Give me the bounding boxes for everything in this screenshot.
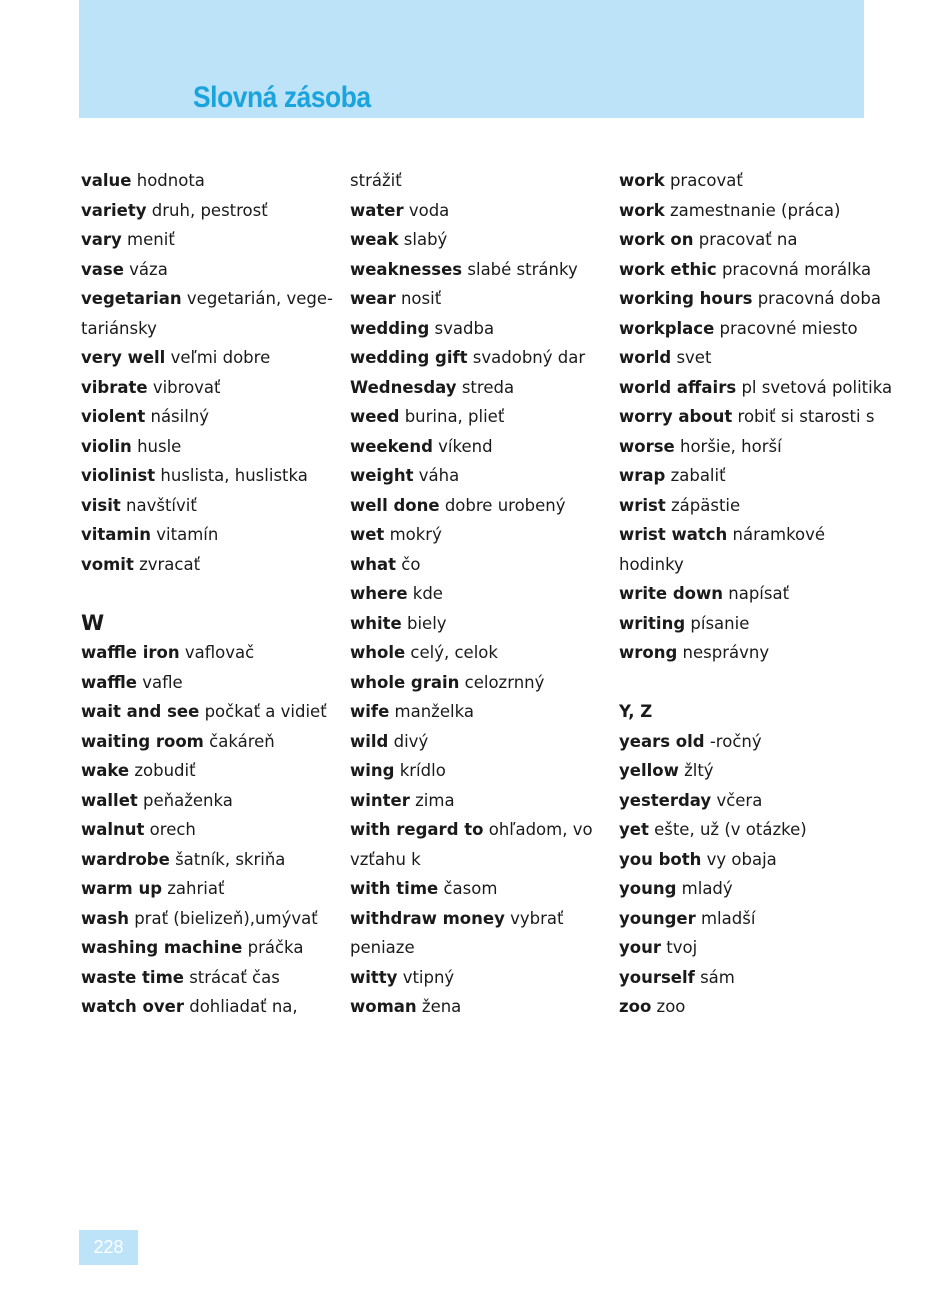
- entry-definition: peniaze: [350, 938, 415, 957]
- entry-term: wing: [350, 761, 395, 780]
- entry-definition: nesprávny: [682, 643, 770, 662]
- section-spacer: [81, 579, 343, 609]
- entry-definition: ohľadom, vo: [488, 820, 593, 839]
- vocabulary-entry: [81, 668, 343, 698]
- vocabulary-entry: [81, 196, 343, 226]
- entry-term: value: [81, 171, 132, 190]
- section-letter: [81, 609, 343, 639]
- entry-term: work: [619, 171, 665, 190]
- vocabulary-entry: [619, 343, 869, 373]
- entry-term: wake: [81, 761, 130, 780]
- vocabulary-entry: [81, 343, 343, 373]
- entry-term: watch over: [81, 997, 184, 1016]
- entry-term: vibrate: [81, 377, 148, 397]
- entry-definition: orech: [149, 820, 196, 839]
- vocabulary-entry: [619, 904, 869, 934]
- entry-definition: divý: [393, 731, 429, 751]
- vocabulary-entry: [619, 786, 869, 816]
- entry-definition: meniť: [127, 230, 175, 249]
- vocabulary-entry: [350, 432, 612, 462]
- entry-term: waffle: [81, 672, 137, 692]
- entry-definition: počkať a vidieť: [204, 702, 327, 721]
- entry-term: well done: [350, 495, 440, 515]
- entry-definition: čakáreň: [209, 731, 275, 751]
- entry-term: whole grain: [350, 672, 460, 692]
- entry-term: wallet: [81, 790, 138, 810]
- entry-definition: zoo: [656, 997, 686, 1016]
- entry-definition: náramkové: [732, 525, 826, 544]
- entry-definition: žena: [421, 997, 462, 1016]
- entry-term: where: [350, 584, 408, 603]
- entry-definition: žltý: [684, 761, 714, 780]
- vocabulary-entry: [619, 874, 869, 904]
- entry-definition: tariánsky: [81, 318, 157, 338]
- vocabulary-entry: [619, 491, 869, 521]
- entry-definition: vybrať: [510, 908, 564, 928]
- vocabulary-column-1: [81, 166, 343, 1022]
- entry-term: vase: [81, 259, 124, 279]
- vocabulary-entry: [619, 225, 869, 255]
- vocabulary-entry: [81, 284, 343, 314]
- entry-term: younger: [619, 908, 696, 928]
- entry-definition: slabý: [403, 230, 448, 249]
- vocabulary-entry: [81, 314, 343, 344]
- entry-term: weed: [350, 407, 400, 426]
- vocabulary-entry: [619, 196, 869, 226]
- entry-term: woman: [350, 997, 417, 1016]
- vocabulary-entry: [619, 579, 869, 609]
- entry-term: yellow: [619, 761, 679, 780]
- entry-term: you both: [619, 849, 702, 869]
- entry-definition: prať (bielizeň),umývať: [134, 908, 318, 928]
- vocabulary-entry: [619, 373, 893, 403]
- section-letter: [619, 697, 869, 727]
- entry-definition: nosiť: [400, 289, 442, 308]
- entry-term: your: [619, 938, 661, 957]
- vocabulary-entry: [350, 668, 612, 698]
- vocabulary-entry: [619, 845, 869, 875]
- vocabulary-entry: [81, 373, 343, 403]
- entry-definition: násilný: [150, 407, 210, 426]
- vocabulary-entry: [619, 815, 869, 845]
- entry-definition: váha: [418, 466, 460, 485]
- vocabulary-entry: [619, 284, 881, 314]
- vocabulary-entry: [81, 697, 343, 727]
- vocabulary-entry: [350, 756, 612, 786]
- entry-term: worry about: [619, 407, 733, 426]
- entry-definition: vy obaja: [706, 849, 777, 869]
- vocabulary-entry: [350, 904, 612, 934]
- vocabulary-entry: [619, 992, 869, 1022]
- entry-definition: mladý: [681, 879, 733, 898]
- entry-term: vegetarian: [81, 289, 182, 308]
- entry-definition: písanie: [690, 613, 750, 633]
- entry-term: wait and see: [81, 702, 200, 721]
- entry-term: washing machine: [81, 938, 243, 957]
- vocabulary-entry: [619, 520, 869, 550]
- vocabulary-entry: [81, 845, 343, 875]
- vocabulary-entry: [350, 579, 612, 609]
- entry-definition: sám: [700, 967, 735, 987]
- entry-term: weight: [350, 466, 414, 485]
- vocabulary-entry: [350, 225, 612, 255]
- entry-term: walnut: [81, 820, 145, 839]
- entry-definition: vaflovač: [184, 643, 255, 662]
- entry-term: weekend: [350, 436, 433, 456]
- vocabulary-entry: [350, 727, 612, 757]
- entry-term: wet: [350, 525, 385, 544]
- vocabulary-entry: [81, 461, 343, 491]
- vocabulary-entry: [350, 166, 612, 196]
- entry-term: witty: [350, 967, 398, 987]
- entry-term: violin: [81, 436, 132, 456]
- entry-term: white: [350, 613, 402, 633]
- vocabulary-entry: [81, 432, 343, 462]
- entry-term: winter: [350, 790, 410, 810]
- section-letter-text: W: [81, 610, 105, 635]
- entry-term: wrap: [619, 466, 666, 485]
- vocabulary-entry: [350, 786, 612, 816]
- vocabulary-entry: [81, 874, 343, 904]
- entry-definition: manželka: [394, 702, 474, 721]
- entry-term: waste time: [81, 967, 184, 987]
- vocabulary-entry: [350, 992, 612, 1022]
- vocabulary-entry: [81, 904, 343, 934]
- entry-definition: -ročný: [709, 731, 762, 751]
- entry-term: years old: [619, 731, 705, 751]
- vocabulary-entry: [350, 402, 612, 432]
- entry-definition: vibrovať: [152, 377, 221, 397]
- entry-term: wrist watch: [619, 525, 728, 544]
- entry-definition: strácať čas: [189, 967, 280, 987]
- vocabulary-entry: [350, 550, 612, 580]
- entry-term: very well: [81, 348, 166, 367]
- vocabulary-entry: [350, 638, 612, 668]
- entry-term: yourself: [619, 967, 695, 987]
- vocabulary-entry: [350, 196, 612, 226]
- entry-definition: slabé stránky: [467, 259, 578, 279]
- entry-term: zoo: [619, 997, 652, 1016]
- vocabulary-entry: [619, 432, 869, 462]
- vocabulary-entry: [350, 815, 612, 845]
- vocabulary-column-2: [350, 166, 612, 1022]
- vocabulary-entry: [81, 225, 343, 255]
- vocabulary-entry: [350, 314, 612, 344]
- entry-term: wife: [350, 702, 390, 721]
- entry-definition: zahriať: [167, 879, 225, 898]
- entry-definition: svadba: [434, 318, 495, 338]
- vocabulary-entry: [619, 461, 869, 491]
- entry-definition: tvoj: [666, 938, 698, 957]
- entry-definition: zamestnanie (práca): [669, 200, 841, 220]
- entry-definition: mokrý: [389, 525, 442, 544]
- entry-term: work on: [619, 230, 694, 249]
- entry-term: wild: [350, 731, 389, 751]
- entry-term: violent: [81, 407, 146, 426]
- entry-definition: zabaliť: [670, 466, 726, 485]
- entry-term: wrong: [619, 643, 678, 662]
- entry-definition: navštíviť: [126, 495, 197, 515]
- entry-definition: robiť si starosti s: [737, 407, 875, 426]
- entry-term: variety: [81, 200, 147, 220]
- entry-definition: streda: [461, 377, 515, 397]
- vocabulary-entry: [350, 845, 612, 875]
- entry-definition: hodinky: [619, 554, 684, 574]
- entry-definition: vtipný: [402, 967, 455, 987]
- vocabulary-column-3: [619, 166, 893, 1022]
- entry-definition: kde: [412, 584, 443, 603]
- entry-term: young: [619, 879, 677, 898]
- vocabulary-entry: [81, 727, 343, 757]
- page-title: Slovná zásoba: [193, 81, 371, 114]
- entry-term: what: [350, 554, 397, 574]
- entry-term: vomit: [81, 554, 134, 574]
- vocabulary-entry: [619, 402, 875, 432]
- vocabulary-entry: [619, 166, 869, 196]
- entry-definition: pracovať: [669, 171, 743, 190]
- entry-term: workplace: [619, 318, 715, 338]
- entry-definition: druh, pestrosť: [151, 200, 268, 220]
- vocabulary-entry: [350, 697, 612, 727]
- entry-definition: čo: [401, 554, 421, 574]
- entry-term: wedding gift: [350, 348, 468, 367]
- vocabulary-entry: [81, 491, 343, 521]
- vocabulary-entry: [350, 461, 612, 491]
- entry-term: whole: [350, 643, 406, 662]
- vocabulary-entry: [350, 255, 612, 285]
- entry-term: yesterday: [619, 790, 712, 810]
- vocabulary-entry: [619, 550, 869, 580]
- vocabulary-entry: [81, 815, 343, 845]
- entry-definition: veľmi dobre: [170, 348, 271, 367]
- vocabulary-entry: [81, 963, 343, 993]
- vocabulary-entry: [619, 255, 872, 285]
- vocabulary-entry: [81, 638, 343, 668]
- entry-definition: dobre urobený: [444, 495, 566, 515]
- entry-term: world affairs: [619, 377, 737, 397]
- entry-definition: celozrnný: [464, 672, 545, 692]
- entry-definition: víkend: [438, 436, 493, 456]
- entry-definition: voda: [408, 200, 450, 220]
- entry-term: wear: [350, 289, 396, 308]
- entry-definition: husle: [137, 436, 182, 456]
- vocabulary-entry: [619, 727, 869, 757]
- entry-definition: pracovná morálka: [721, 259, 872, 279]
- entry-term: violinist: [81, 466, 156, 485]
- vocabulary-entry: [619, 933, 869, 963]
- entry-term: wrist: [619, 495, 666, 515]
- entry-definition: vafle: [142, 672, 183, 692]
- entry-term: wedding: [350, 318, 430, 338]
- entry-definition: svadobný dar: [472, 348, 586, 367]
- vocabulary-entry: [81, 756, 343, 786]
- vocabulary-entry: [81, 550, 343, 580]
- vocabulary-entry: [350, 933, 612, 963]
- section-letter-text: Y, Z: [619, 702, 653, 721]
- entry-term: waiting room: [81, 731, 204, 751]
- vocabulary-entry: [81, 520, 343, 550]
- entry-term: warm up: [81, 879, 163, 898]
- vocabulary-entry: [350, 520, 612, 550]
- vocabulary-entry: [350, 491, 612, 521]
- vocabulary-entry: [350, 874, 612, 904]
- entry-definition: horšie, horší: [679, 436, 782, 456]
- entry-term: Wednesday: [350, 377, 457, 397]
- entry-definition: zvracať: [139, 554, 201, 574]
- vocabulary-entry: [619, 609, 869, 639]
- entry-definition: práčka: [247, 938, 304, 957]
- entry-definition: zápästie: [671, 495, 741, 515]
- entry-definition: mladší: [700, 908, 756, 928]
- entry-definition: pracovná doba: [757, 289, 881, 308]
- vocabulary-entry: [81, 255, 343, 285]
- entry-term: weaknesses: [350, 259, 463, 279]
- vocabulary-entry: [619, 756, 869, 786]
- vocabulary-entry: [350, 284, 612, 314]
- entry-definition: strážiť: [350, 171, 402, 190]
- entry-definition: vzťahu k: [350, 849, 421, 869]
- vocabulary-entry: [81, 933, 343, 963]
- entry-term: wardrobe: [81, 849, 170, 869]
- entry-term: wash: [81, 908, 129, 928]
- entry-definition: zobudiť: [134, 761, 196, 780]
- entry-term: work: [619, 200, 665, 220]
- entry-definition: pracovať na: [698, 230, 798, 249]
- entry-term: vary: [81, 230, 122, 249]
- entry-definition: biely: [406, 613, 447, 633]
- entry-term: vitamin: [81, 525, 152, 544]
- entry-term: yet: [619, 820, 649, 839]
- section-spacer: [619, 668, 869, 698]
- vocabulary-entry: [81, 166, 343, 196]
- vocabulary-entry: [619, 314, 869, 344]
- entry-definition: burina, plieť: [404, 407, 505, 426]
- entry-term: visit: [81, 495, 121, 515]
- entry-definition: dohliadať na,: [189, 997, 298, 1016]
- vocabulary-entry: [619, 963, 869, 993]
- vocabulary-entry: [350, 609, 612, 639]
- entry-definition: časom: [443, 879, 498, 898]
- entry-definition: hodnota: [136, 171, 205, 190]
- entry-term: world: [619, 348, 672, 367]
- entry-term: waffle iron: [81, 643, 180, 662]
- vocabulary-entry: [81, 992, 343, 1022]
- entry-definition: ešte, už (v otázke): [654, 820, 807, 839]
- entry-definition: krídlo: [399, 761, 446, 780]
- entry-definition: svet: [676, 348, 712, 367]
- entry-definition: pracovné miesto: [719, 318, 858, 338]
- entry-term: worse: [619, 436, 675, 456]
- entry-term: write down: [619, 584, 723, 603]
- vocabulary-entry: [350, 963, 612, 993]
- entry-term: weak: [350, 230, 399, 249]
- entry-term: writing: [619, 613, 686, 633]
- vocabulary-entry: [81, 786, 343, 816]
- entry-term: working hours: [619, 289, 753, 308]
- entry-term: work ethic: [619, 259, 717, 279]
- entry-definition: zima: [415, 790, 455, 810]
- page-number: 228: [79, 1230, 138, 1265]
- entry-definition: pl svetová politika: [741, 377, 893, 397]
- entry-definition: celý, celok: [410, 643, 498, 662]
- entry-definition: vegetarián, vege-: [186, 289, 333, 308]
- entry-term: water: [350, 200, 404, 220]
- entry-term: with time: [350, 879, 439, 898]
- entry-term: withdraw money: [350, 908, 505, 928]
- entry-term: with regard to: [350, 820, 484, 839]
- entry-definition: napísať: [728, 584, 790, 603]
- entry-definition: vitamín: [156, 525, 219, 544]
- vocabulary-entry: [350, 343, 612, 373]
- entry-definition: peňaženka: [143, 790, 233, 810]
- entry-definition: šatník, skriňa: [175, 849, 286, 869]
- entry-definition: včera: [716, 790, 763, 810]
- vocabulary-entry: [619, 638, 869, 668]
- entry-definition: huslista, huslistka: [160, 466, 308, 485]
- entry-definition: váza: [129, 259, 168, 279]
- vocabulary-entry: [81, 402, 343, 432]
- vocabulary-entry: [350, 373, 612, 403]
